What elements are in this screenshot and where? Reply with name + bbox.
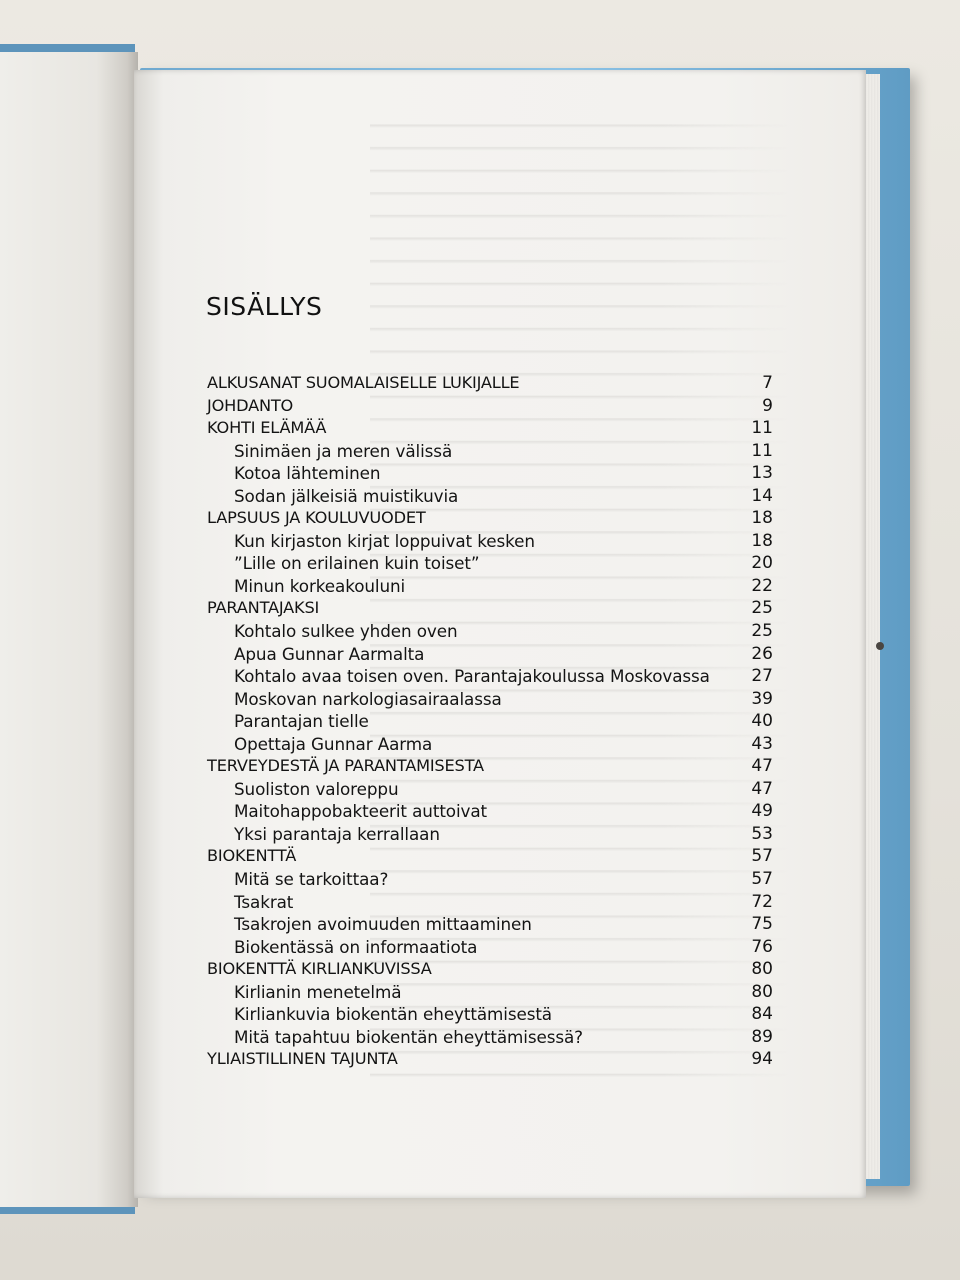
toc-page-number: 25 <box>751 598 773 619</box>
toc-entry-title: Opettaja Gunnar Aarma <box>234 733 433 754</box>
toc-page-number: 7 <box>762 373 773 393</box>
toc-page-number: 14 <box>751 485 773 506</box>
toc-page-number: 11 <box>751 440 773 461</box>
toc-entry-title: BIOKENTTÄ <box>207 846 297 866</box>
toc-page-number: 25 <box>751 621 773 642</box>
toc-chapter-entry <box>207 395 773 418</box>
toc-page-number: 26 <box>751 643 773 664</box>
toc-section-entry <box>207 710 773 733</box>
toc-entry-title: ”Lille on erilainen kuin toiset” <box>234 553 480 574</box>
toc-entry-title: Mitä se tarkoittaa? <box>234 869 389 890</box>
toc-entry-title: Maitohappobakteerit auttoivat <box>234 801 488 822</box>
toc-entry-title: LAPSUUS JA KOULUVUODET <box>207 508 426 528</box>
wall-nail-hole <box>876 642 884 650</box>
toc-section-entry <box>207 1026 773 1049</box>
toc-section-entry <box>207 913 773 936</box>
toc-page-number: 18 <box>751 508 773 529</box>
toc-entry-title: Minun korkeakouluni <box>234 575 406 596</box>
toc-entry-title: Suoliston valoreppu <box>234 778 399 799</box>
toc-entry-title: Kotoa lähteminen <box>234 463 381 484</box>
toc-page-number: 18 <box>751 530 773 551</box>
toc-entry-title: Kun kirjaston kirjat loppuivat kesken <box>234 530 535 551</box>
toc-chapter-entry <box>207 845 773 868</box>
toc-section-entry <box>207 733 773 756</box>
toc-page-number: 43 <box>751 733 773 754</box>
toc-entry-title: Kohtalo sulkee yhden oven <box>234 621 458 642</box>
toc-entry-title: Sinimäen ja meren välissä <box>234 440 453 461</box>
toc-section-entry <box>207 868 773 891</box>
toc-page-number: 75 <box>751 914 773 935</box>
toc-page-number: 40 <box>751 711 773 732</box>
toc-section-entry <box>207 665 773 688</box>
toc-section-entry <box>207 440 773 463</box>
toc-section-entry <box>207 530 773 553</box>
toc-section-entry <box>207 575 773 598</box>
toc-section-entry <box>207 688 773 711</box>
toc-section-entry <box>207 800 773 823</box>
toc-page-number: 89 <box>751 1026 773 1047</box>
toc-page-number: 57 <box>751 846 773 867</box>
toc-page-number: 80 <box>751 959 773 980</box>
toc-chapter-entry <box>207 958 773 981</box>
toc-page-number: 76 <box>751 936 773 957</box>
toc-section-entry <box>207 981 773 1004</box>
toc-entry-title: Tsakrojen avoimuuden mittaaminen <box>234 914 532 935</box>
toc-chapter-entry <box>207 597 773 620</box>
toc-chapter-entry <box>207 372 773 395</box>
toc-entry-title: Biokentässä on informaatiota <box>234 936 478 957</box>
toc-page-number: 53 <box>751 823 773 844</box>
toc-entry-title: TERVEYDESTÄ JA PARANTAMISESTA <box>207 756 484 776</box>
left-page <box>0 52 138 1207</box>
toc-chapter-entry <box>207 417 773 440</box>
toc-page-number: 11 <box>751 418 773 439</box>
toc-entry-title: Yksi parantaja kerrallaan <box>234 823 440 844</box>
toc-chapter-entry <box>207 755 773 778</box>
toc-section-entry <box>207 552 773 575</box>
toc-page-number: 80 <box>751 981 773 1002</box>
toc-entry-title: Moskovan narkologiasairaalassa <box>234 688 502 709</box>
toc-entry-title: Kirliankuvia biokentän eheyttämisestä <box>234 1004 552 1025</box>
toc-section-entry <box>207 462 773 485</box>
toc-section-entry <box>207 620 773 643</box>
toc-section-entry <box>207 891 773 914</box>
toc-page-number: 49 <box>751 801 773 822</box>
toc-page-number: 94 <box>751 1049 773 1070</box>
toc-entry-title: Apua Gunnar Aarmalta <box>234 643 425 664</box>
toc-entry-title: Kohtalo avaa toisen oven. Parantajakoulussa Moskovassa <box>234 666 710 687</box>
toc-entry-title: Sodan jälkeisiä muistikuvia <box>234 485 459 506</box>
toc-entry-title: KOHTI ELÄMÄÄ <box>207 418 327 438</box>
toc-entry-title: ALKUSANAT SUOMALAISELLE LUKIJALLE <box>207 373 520 392</box>
toc-page-number: 72 <box>751 891 773 912</box>
toc-page-number: 13 <box>751 463 773 484</box>
toc-page-number: 57 <box>751 869 773 890</box>
toc-page-number: 47 <box>751 778 773 799</box>
toc-page-number: 9 <box>762 395 773 416</box>
toc-section-entry <box>207 1003 773 1026</box>
toc-entry-title: Mitä tapahtuu biokentän eheyttämisessä? <box>234 1026 583 1047</box>
toc-section-entry <box>207 643 773 666</box>
toc-entry-title: BIOKENTTÄ KIRLIANKUVISSA <box>207 959 432 979</box>
toc-page-number: 20 <box>751 553 773 574</box>
toc-page-number: 47 <box>751 756 773 777</box>
toc-entry-title: YLIAISTILLINEN TAJUNTA <box>207 1049 398 1069</box>
toc-page-number: 84 <box>751 1004 773 1025</box>
toc-entry-title: PARANTAJAKSI <box>207 598 320 618</box>
toc-chapter-entry <box>207 1048 773 1071</box>
toc-entry-title: Kirlianin menetelmä <box>234 981 402 1002</box>
toc-entry-title: Tsakrat <box>234 891 294 912</box>
toc-chapter-entry <box>207 507 773 530</box>
toc-page-number: 39 <box>751 688 773 709</box>
toc-section-entry <box>207 778 773 801</box>
toc-page-number: 22 <box>751 575 773 596</box>
toc-title: SISÄLLYS <box>206 292 323 321</box>
table-of-contents <box>207 372 773 1071</box>
toc-section-entry <box>207 485 773 508</box>
toc-section-entry <box>207 936 773 959</box>
toc-section-entry <box>207 823 773 846</box>
toc-entry-title: Parantajan tielle <box>234 711 369 732</box>
toc-page-number: 27 <box>751 666 773 687</box>
toc-entry-title: JOHDANTO <box>207 395 294 415</box>
